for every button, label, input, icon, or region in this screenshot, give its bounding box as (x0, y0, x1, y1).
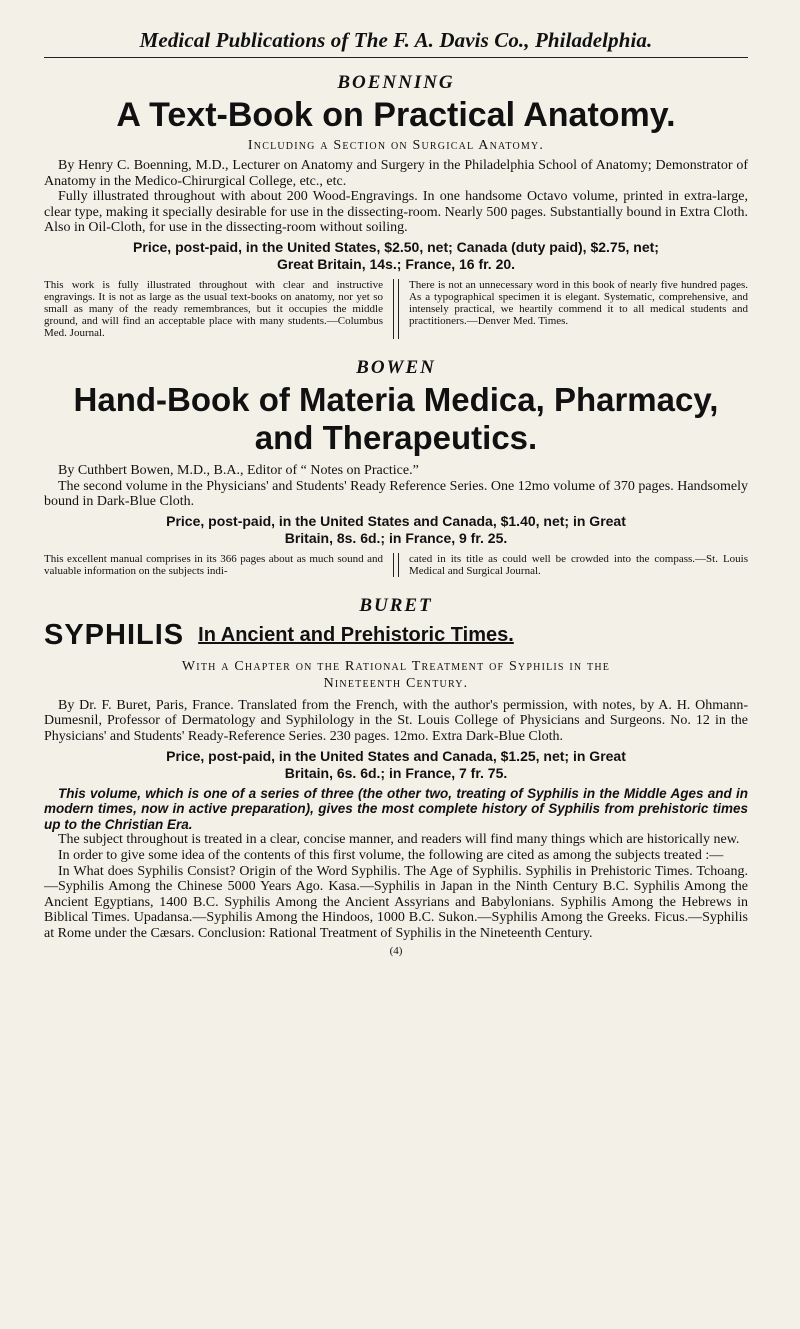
review-right: cated in its title as could well be crowded into the compass.—St. Louis Medical and Surgical Journal. (409, 552, 748, 577)
review-left: This excellent manual comprises in its 366 pages about as much sound and valuable information on the subjects indi- (44, 552, 383, 577)
price-line: Great Britain, 14s.; France, 16 fr. 20. (276, 255, 516, 272)
book-details: The second volume in the Physicians' and Students' Ready Reference Series. One 12mo volume of 370 pages. Handsomely bound in Dark-Blue Cloth. (44, 478, 748, 510)
book-subtitle: Including a Section on Surgical Anatomy. (247, 138, 545, 153)
book-title (44, 619, 748, 652)
book-bowen (44, 357, 748, 577)
book-details: Fully illustrated throughout with about 200 Wood-Engravings. In one handsome Octavo volume, printed in extra-large, clear type, making it specially desirable for use in the dissecting-room. Nearly 500 pages. Substantially bound in Extra Cloth. Also in Oil-Cloth, for use in the dissecting-room without soiling. (44, 189, 748, 236)
book-title-line-2: and Therapeutics. (254, 418, 538, 456)
price-line: Price, post-paid, in the United States, $2.50, net; Canada (duty paid), $2.75, net; (133, 238, 659, 255)
book-subtitle (44, 658, 748, 692)
book-title-line-1: Hand-Book of Materia Medica, Pharmacy, (73, 380, 719, 418)
review-right: There is not an unnecessary word in this book of nearly five hundred pages. As a typographical specimen it is elegant. Systematic, comprehensive, and intensely practical, we heartily commend it to all medical students and practitioners.—Denver Med. Times. (409, 278, 748, 327)
book-boenning (44, 72, 748, 339)
series-note: This volume, which is one of a series of three (the other two, treating of Syphilis in the Middle Ages and in modern times, now in active preparation), gives the most complete history of Syphilis from prehistoric times up to the Christian Era. (44, 785, 748, 832)
page-number: (4) (389, 945, 403, 958)
paragraph: The subject throughout is treated in a clear, concise manner, and readers will find many things which are historically new. (58, 832, 740, 848)
book-description: By Dr. F. Buret, Paris, France. Translated from the French, with the author's permission, with notes, by A. H. Ohmann-Dumesnil, Professor of Dermatology and Syphilology in the St. Louis College of Physicians and Surgeons. No. 12 in the Physicians' and Students' Ready-Reference Series. 230 pages. 12mo. Extra Dark-Blue Cloth. (44, 697, 748, 744)
author-tag: BOWEN (356, 356, 436, 378)
contents-list: In What does Syphilis Consist? Origin of the Word Syphilis. The Age of Syphilis. Syphilis in Prehistoric Times. Tchoang.—Syphilis Among the Chinese 5000 Years Ago. Kasa.—Syphilis in Japan in the Ninth Century B.C. Syphilis Among the Ancient Egyptians, 1400 B.C. Syphilis Among the Ancient Assyrians and Babylonians. Syphilis Among the Hebrews in Biblical Times. Upadansa.—Syphilis Among the Hindoos, 1000 B.C. Sukon.—Syphilis Among the Greeks. Ficus.—Syphilis at Rome under the Cæsars. Conclusion: Rational Treatment of Syphilis in the Nineteenth Century. (44, 863, 748, 941)
subtitle-line-1: With a Chapter on the Rational Treatment of Syphilis in the (181, 658, 611, 674)
review-left: This work is fully illustrated throughout with clear and instructive engravings. It is not as large as the usual text-books on anatomy, nor yet so small as many of the ready remembrances, but it occupies the middle ground, and will find an acceptable place with many students.—Columbus Med. Journal. (44, 278, 383, 339)
book-title-rest: In Ancient and Prehistoric Times. (198, 623, 514, 646)
book-description: By Cuthbert Bowen, M.D., B.A., Editor of “ Notes on Practice.” (58, 462, 419, 478)
column-divider (393, 279, 399, 339)
book-title-main: SYPHILIS (44, 618, 185, 651)
book-title: A Text-Book on Practical Anatomy. (116, 96, 676, 134)
column-divider (393, 553, 399, 577)
price-line: Price, post-paid, in the United States and Canada, $1.40, net; in Great (166, 512, 626, 529)
price-line: Britain, 6s. 6d.; in France, 7 fr. 75. (284, 764, 508, 781)
running-header: Medical Publications of The F. A. Davis Co., Philadelphia. (44, 28, 748, 58)
paragraph: In order to give some idea of the contents of this first volume, the following are cited as among the subjects treated :— (58, 847, 724, 863)
subtitle-line-2: Nineteenth Century. (323, 675, 469, 691)
reviews (44, 279, 748, 339)
author-tag: BOENNING (337, 72, 455, 93)
price-line: Britain, 8s. 6d.; in France, 9 fr. 25. (284, 529, 508, 546)
price-line: Price, post-paid, in the United States and Canada, $1.25, net; in Great (166, 747, 626, 764)
book-description: By Henry C. Boenning, M.D., Lecturer on Anatomy and Surgery in the Philadelphia School of Anatomy; Demonstrator of Anatomy in the Medico-Chirurgical College, etc., etc. (44, 158, 748, 189)
book-buret (44, 595, 748, 942)
author-tag: BURET (359, 594, 433, 616)
reviews (44, 553, 748, 577)
